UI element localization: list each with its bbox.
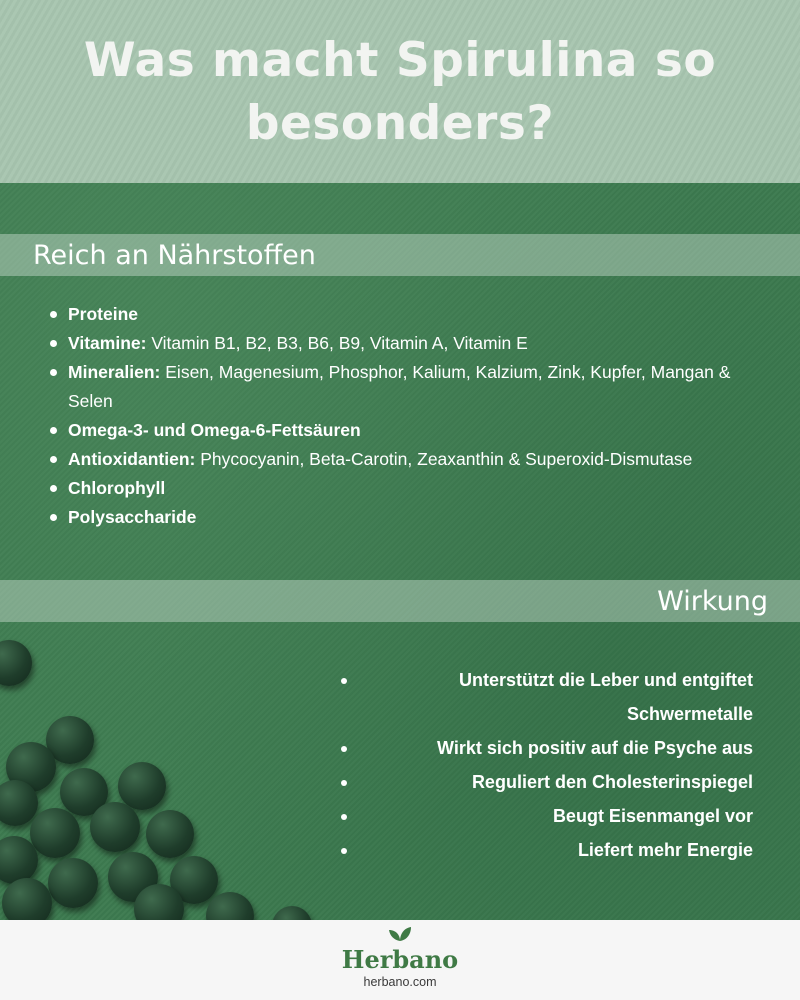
list-item bbox=[48, 358, 768, 416]
spirulina-tablets-image bbox=[0, 630, 330, 920]
list-item bbox=[48, 474, 768, 503]
page-title: Was macht Spirulina so besonders? bbox=[83, 32, 717, 151]
tablet bbox=[0, 780, 38, 826]
list-item: Liefert mehr Energie bbox=[335, 833, 753, 867]
tablet bbox=[118, 762, 166, 810]
nutrient-detail: Vitamin B1, B2, B3, B6, B9, Vitamin A, Vitamin E bbox=[146, 333, 528, 353]
tablet bbox=[146, 810, 194, 858]
tablet bbox=[0, 640, 32, 686]
nutrient-label: Mineralien: bbox=[68, 362, 161, 382]
list-item bbox=[48, 300, 768, 329]
nutrient-detail: Eisen, Magenesium, Phosphor, Kalium, Kalzium, Zink, Kupfer, Mangan & Selen bbox=[68, 362, 731, 411]
nutrients-list bbox=[48, 300, 768, 532]
brand-name: Herbano bbox=[341, 945, 459, 974]
list-item bbox=[48, 416, 768, 445]
leaf-icon bbox=[387, 926, 413, 946]
tablet bbox=[90, 802, 140, 852]
effect-heading: Wirkung bbox=[657, 585, 768, 617]
nutrient-detail: Phycocyanin, Beta-Carotin, Zeaxanthin & Superoxid-Dismutase bbox=[195, 449, 693, 469]
nutrient-label: Proteine bbox=[68, 304, 139, 324]
nutrients-heading: Reich an Nährstoffen bbox=[33, 239, 316, 271]
list-item bbox=[48, 503, 768, 532]
effect-heading-band bbox=[0, 580, 800, 622]
list-item bbox=[48, 329, 768, 358]
footer bbox=[0, 920, 800, 1000]
effects-list bbox=[335, 663, 753, 867]
nutrient-label: Omega-3- und Omega-6-Fettsäuren bbox=[68, 420, 361, 440]
tablet bbox=[48, 858, 98, 908]
nutrient-label: Polysaccharide bbox=[68, 507, 197, 527]
nutrients-heading-band bbox=[0, 234, 800, 276]
list-item bbox=[48, 445, 768, 474]
list-item: Unterstützt die Leber und entgiftet Schwermetalle bbox=[335, 663, 753, 731]
list-item: Reguliert den Cholesterinspiegel bbox=[335, 765, 753, 799]
list-item: Wirkt sich positiv auf die Psyche aus bbox=[335, 731, 753, 765]
list-item: Beugt Eisenmangel vor bbox=[335, 799, 753, 833]
nutrient-label: Chlorophyll bbox=[68, 478, 166, 498]
tablet bbox=[30, 808, 80, 858]
title-band bbox=[0, 0, 800, 183]
brand-url[interactable]: herbano.com bbox=[363, 975, 437, 989]
nutrient-label: Antioxidantien: bbox=[68, 449, 196, 469]
nutrient-label: Vitamine: bbox=[68, 333, 147, 353]
